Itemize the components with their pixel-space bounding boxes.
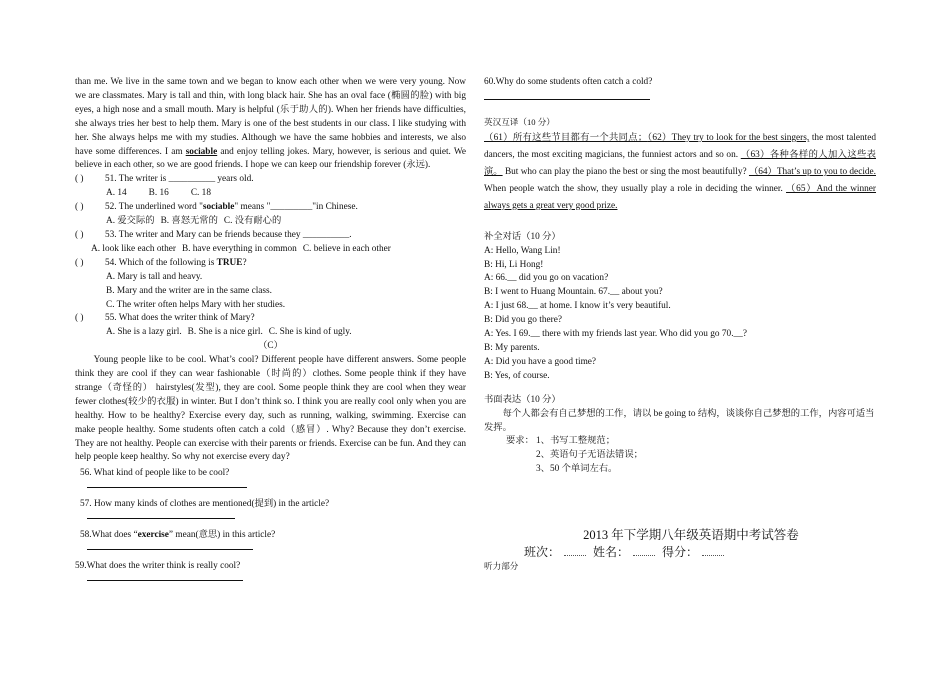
listening-section-label: 听力部分 [484, 560, 519, 571]
question-58-before: 58.What does “ [80, 530, 138, 541]
option-a: A. 14 [106, 188, 127, 199]
question-59: 59.What does the writer think is really cool? [75, 561, 241, 572]
question-58-after: ” mean(意思) in this article? [168, 530, 276, 541]
translation-64: （64）That’s up to you to decide. [748, 166, 876, 177]
option-c: C. The writer often helps Mary with her studies. [106, 299, 286, 310]
dialogue-line: B: Did you go there? [484, 315, 562, 326]
answer-sheet-header [484, 529, 876, 574]
answer-line-56[interactable] [87, 486, 247, 488]
dialogue-line: A: Yes. I 69.__ there with my friends last year. Who did you go 70.__? [484, 329, 747, 340]
translation-text-1: the most talented dancers, the most exciting magicians, the funniest actors and so on. [484, 132, 876, 160]
question-stem-before: 52. The underlined word " [105, 202, 203, 213]
translation-61: （61）所有这些节目都有一个共同点； [484, 132, 648, 143]
translation-62: （62）They try to look for the best singers, [647, 132, 810, 143]
question-57: 57. How many kinds of clothes are mentioned(提到) in the article? [80, 499, 330, 510]
dialogue-line: A: Hello, Wang Lin! [484, 245, 561, 256]
writing-requirement: 1、书写工整规范； [536, 436, 616, 447]
passage-b-text-1: than me. We live in the same town and we began to know each other when we were very young. Now we are classmates. Mary is tall and thin, with long black hair. She has an oval face (椭圆的脸) with big eyes, a high nose and a small mouth. Mary is helpful (乐于助人的). When her friends have difficulties, she always tries her best to help them. Mary is one of the best students in our class. I like studying with her. She always helps me with my studies. Although we have the same hobbies and interests, we also have some differences. I am [75, 77, 466, 157]
question-56: 56. What kind of people like to be cool? [80, 468, 230, 479]
option-c: C. 18 [190, 188, 211, 199]
translation-63: （63）各种各样的人加入这些表演。 [484, 149, 876, 177]
question-stem-after: " means "_________"in Chinese. [234, 202, 358, 213]
option-a: A. Mary is tall and heavy. [106, 271, 203, 282]
answer-line-60[interactable] [484, 90, 650, 100]
option-b: B. 16 [148, 188, 169, 199]
option-a: A. look like each other [91, 243, 176, 254]
answer-line-57[interactable] [87, 517, 235, 519]
writing-requirement: 2、英语句子无语法错误； [536, 450, 643, 461]
dialogue-line: B: My parents. [484, 342, 540, 353]
name-field[interactable] [633, 555, 655, 556]
translation-text-2: But who can play the piano the best or sing the most beautifully? [504, 166, 747, 177]
option-b: B. She is a nice girl. [187, 327, 263, 338]
class-label: 班次： [524, 545, 561, 560]
answer-line-59[interactable] [87, 579, 243, 581]
class-field[interactable] [564, 555, 586, 556]
option-c: C. 没有耐心的 [223, 216, 282, 227]
question-keyword: exercise [137, 530, 169, 541]
option-c: C. She is kind of ugly. [268, 327, 352, 338]
question-54 [75, 257, 466, 313]
dialogue-line: A: 66.__ did you go on vacation? [484, 273, 609, 284]
question-stem-before: 54. Which of the following is [105, 257, 217, 268]
dialogue-line: B: Yes, of course. [484, 370, 550, 381]
translation-header: 英汉互译（10 分） [484, 116, 555, 127]
writing-section [484, 394, 876, 477]
option-b: B. have everything in common [181, 243, 297, 254]
passage-c: Young people like to be cool. What’s cool? Different people have different answers. Some people think they are cool if they can wear fashionable（时尚的）clothes. Some people think if they have strange（奇怪的） hairstyles(发型), they are cool. Some people think they are cool when they wear fewer clothes(较少的衣服) in winter. But I don’t think so. I think you are really cool only when you are healthy. How to be healthy? Exercise every day, such as running, walking, swimming. Exercise can make people healthy. Some students often catch a cold（感冒）. Why? Because they don’t exercise. They are not healthy. People can exercise with their parents or friends. Exercise can be fun. And they can help people keep healthy. So why not exercise every day? [75, 355, 467, 463]
answer-paren[interactable]: ( ) [75, 229, 84, 240]
option-b: B. 喜怒无常的 [160, 216, 218, 227]
translation-65: （65）And the winner always gets a great very good prize. [484, 183, 877, 211]
answer-paren[interactable]: ( ) [75, 257, 84, 268]
question-keyword: TRUE [216, 257, 243, 268]
option-c: C. believe in each other [302, 243, 391, 254]
question-60: 60.Why do some students often catch a cold? [484, 77, 653, 87]
dialogue-section [484, 231, 876, 384]
answer-paren[interactable]: ( ) [75, 174, 84, 185]
question-keyword: sociable [202, 202, 235, 213]
option-b: B. Mary and the writer are in the same class. [106, 285, 272, 296]
question-52 [75, 201, 466, 229]
dialogue-header: 补全对话（10 分） [484, 231, 561, 242]
question-stem: 55. What does the writer think of Mary? [105, 313, 255, 324]
option-a: A. 爱交际的 [106, 216, 155, 227]
answer-line-58[interactable] [87, 548, 253, 550]
answer-paren[interactable]: ( ) [75, 202, 84, 213]
question-53 [75, 229, 466, 257]
writing-requirement: 3、50 个单词左右。 [536, 464, 618, 475]
right-column [484, 76, 876, 574]
dialogue-line: A: Did you have a good time? [484, 356, 597, 367]
left-column [75, 76, 466, 591]
question-stem: 53. The writer and Mary can be friends because they __________. [105, 229, 352, 240]
dialogue-line: B: I went to Huang Mountain. 67.__ about you? [484, 287, 663, 298]
passage-b [75, 76, 466, 173]
student-info-line [524, 546, 876, 560]
answer-paren[interactable]: ( ) [75, 313, 84, 324]
question-stem: 51. The writer is __________ years old. [105, 174, 254, 185]
writing-prompt: 每个人都会有自己梦想的工作，请以 be going to 结构，谈谈你自己梦想的工作，内容可适当发挥。 [484, 408, 875, 433]
dialogue-line: A: I just 68.__ at home. I know it’s very beautiful. [484, 301, 671, 312]
option-a: A. She is a lazy girl. [106, 327, 182, 338]
writing-requirements-label: 要求： [506, 436, 534, 447]
score-field[interactable] [702, 555, 724, 556]
translation-passage [484, 130, 876, 215]
question-58 [75, 529, 466, 543]
name-label: 姓名： [593, 545, 630, 560]
score-label: 得分： [662, 545, 699, 560]
section-c-label: （C） [258, 341, 283, 352]
writing-header: 书面表达（10 分） [484, 394, 561, 405]
question-55 [75, 312, 466, 340]
answer-sheet-title: 2013 年下学期八年级英语期中考试答卷 [583, 528, 799, 543]
question-stem-after: ? [242, 257, 247, 268]
dialogue-line: B: Hi, Li Hong! [484, 259, 544, 270]
question-51 [75, 173, 466, 201]
translation-section [484, 116, 876, 215]
passage-b-text-2: and enjoy telling jokes. Mary, however, is serious and quiet. We believe in each other, so we are good friends. I hope we can keep our friendship forever (永远). [75, 146, 466, 171]
translation-text-3: When people watch the show, they usually play a role in deciding the winner. [484, 183, 783, 194]
sociable-word: sociable [185, 146, 218, 157]
